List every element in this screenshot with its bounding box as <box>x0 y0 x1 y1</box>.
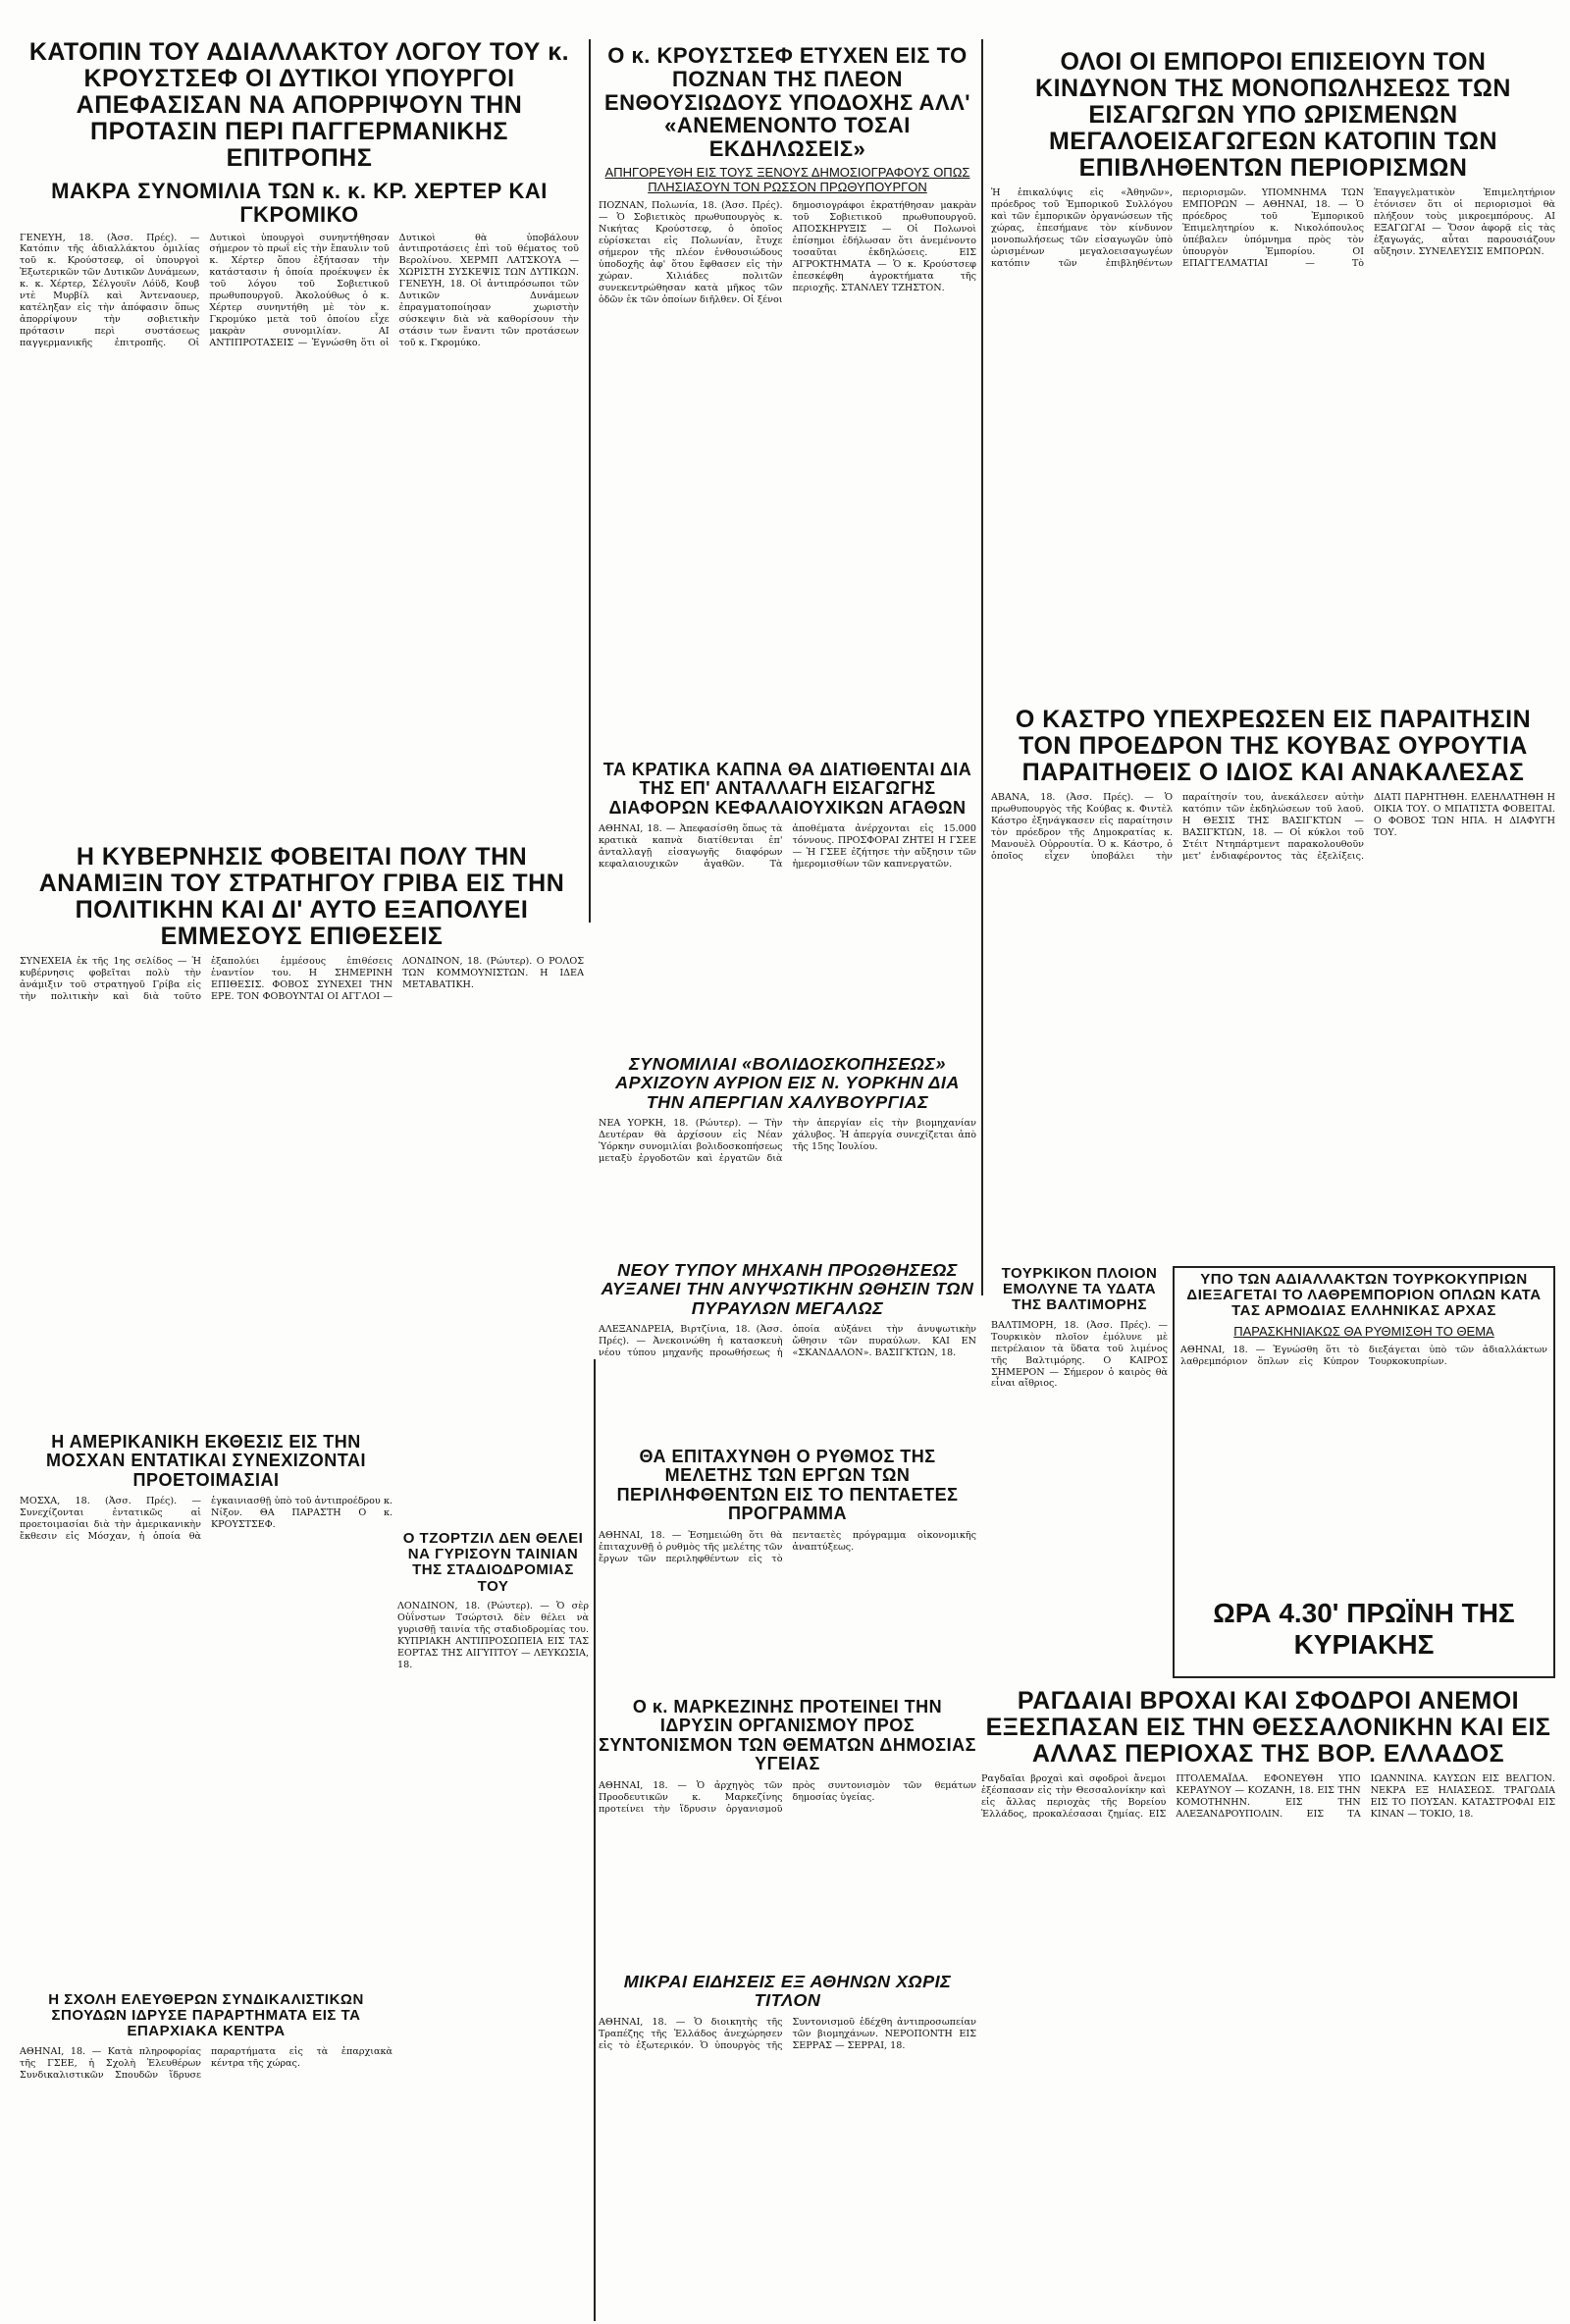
article-body: ΒΑΛΤΙΜΟΡΗ, 18. (Ἀσσ. Πρές). — Τουρκικὸν πλοῖον ἐμόλυνε μὲ πετρέλαιον τὰ ὕδατα τοῦ λιμένος τῆς Βαλτιμόρης. Ο ΚΑΙΡΟΣ ΣΗΜΕΡΟΝ — Σήμερον ὁ καιρὸς θὰ εἶναι αἴθριος. <box>991 1319 1168 1390</box>
article-castro-cuba <box>991 707 1555 1256</box>
article-western-ministers <box>20 39 579 834</box>
article-markezinis-health <box>599 1698 976 1963</box>
headline: ΜΙΚΡΑΙ ΕΙΔΗΣΕΙΣ ΕΞ ΑΘΗΝΩΝ ΧΩΡΙΣ ΤΙΤΛΟΝ <box>623 1973 952 2011</box>
article-rocket-engine <box>599 1261 976 1438</box>
article-cypriot-smuggling <box>1173 1266 1555 1678</box>
article-merchants-monopoly <box>991 49 1555 697</box>
edition-time: ΩΡΑ 4.30' ΠΡΩΪΝΗ ΤΗΣ ΚΥΡΙΑΚΗΣ <box>1213 1597 1515 1660</box>
article-grivas-politics <box>20 844 584 1423</box>
headline: ΟΛΟΙ ΟΙ ΕΜΠΟΡΟΙ ΕΠΙΣΕΙΟΥΝ ΤΟΝ ΚΙΝΔΥΝΟΝ ΤΗΣ ΜΟΝΟΠΩΛΗΣΕΩΣ ΤΩΝ ΕΙΣΑΓΩΓΩΝ ΥΠΟ ΩΡΙΣΜΕΝΩΝ ΜΕΓΑΛΟΕΙΣΑΓΩΓΕΩΝ ΚΑΤΟΠΙΝ ΤΩΝ ΕΠΙΒΛΗΘΕΝΤΩΝ ΠΕΡΙΟΡΙΣΜΩΝ <box>1035 49 1511 182</box>
headline: Ο ΤΖΟΡΤΖΙΛ ΔΕΝ ΘΕΛΕΙ ΝΑ ΓΥΡΙΣΟΥΝ ΤΑΙΝΙΑΝ ΤΗΣ ΣΤΑΔΙΟΔΡΟΜΙΑΣ ΤΟΥ <box>402 1531 584 1595</box>
article-athens-short-news <box>599 1973 976 2316</box>
headline: ΥΠΟ ΤΩΝ ΑΔΙΑΛΛΑΚΤΩΝ ΤΟΥΡΚΟΚΥΠΡΙΩΝ ΔΙΕΞΑΓΕΤΑΙ ΤΟ ΛΑΘΡΕΜΠΟΡΙΟΝ ΟΠΛΩΝ ΚΑΤΑ ΤΑΣ ΑΡΜΟΔΙΑΣ ΕΛΛΗΝΙΚΑΣ ΑΡΧΑΣ <box>1186 1271 1542 1320</box>
column-rule <box>981 39 983 1295</box>
headline: Η ΚΥΒΕΡΝΗΣΙΣ ΦΟΒΕΙΤΑΙ ΠΟΛΥ ΤΗΝ ΑΝΑΜΙΞΙΝ ΤΟΥ ΣΤΡΑΤΗΓΟΥ ΓΡΙΒΑ ΕΙΣ ΤΗΝ ΠΟΛΙΤΙΚΗΝ ΚΑΙ ΔΙ' ΑΥΤΟ ΕΞΑΠΟΛΥΕΙ ΕΜΜΕΣΟΥΣ ΕΠΙΘΕΣΕΙΣ <box>38 844 565 950</box>
article-body: ΝΕΑ ΥΟΡΚΗ, 18. (Ρώυτερ). — Τὴν Δευτέραν θὰ ἀρχίσουν εἰς Νέαν Ὑόρκην συνομιλίαι βολιδοσκοπήσεως μεταξὺ ἐργοδοτῶν καὶ ἐργατῶν διὰ τὴν ἀπεργίαν εἰς τὴν βιομηχανίαν χάλυβος. Ἡ ἀπεργία συνεχίζεται ἀπὸ τῆς 15ης Ἰουλίου. <box>599 1118 976 1165</box>
article-state-tobacco <box>599 761 976 1045</box>
article-body: ΣΥΝΕΧΕΙΑ ἐκ τῆς 1ης σελίδος — Ἡ κυβέρνησις φοβεῖται πολὺ τὴν ἀνάμιξιν τοῦ στρατηγοῦ Γρίβα εἰς τὴν πολιτικὴν καὶ διὰ τοῦτο ἐξαπολύει ἐμμέσους ἐπιθέσεις ἐναντίον του. Η ΣΗΜΕΡΙΝΗ ΕΠΙΘΕΣΙΣ. ΦΟΒΟΣ ΣΥΝΕΧΕΙ ΤΗΝ ΕΡΕ. ΤΟΝ ΦΟΒΟΥΝΤΑΙ ΟΙ ΑΓΓΛΟΙ — ΛΟΝΔΙΝΟΝ, 18. (Ρώυτερ). Ο ΡΟΛΟΣ ΤΩΝ ΚΟΜΜΟΥΝΙΣΤΩΝ. Η ΙΔΕΑ ΜΕΤΑΒΑΤΙΚΗ. <box>20 956 584 1002</box>
subheadline: ΠΑΡΑΣΚΗΝΙΑΚΩΣ ΘΑ ΡΥΘΜΙΣΘΗ ΤΟ ΘΕΜΑ <box>1233 1323 1494 1339</box>
headline: ΤΑ ΚΡΑΤΙΚΑ ΚΑΠΝΑ ΘΑ ΔΙΑΤΙΘΕΝΤΑΙ ΔΙΑ ΤΗΣ ΕΠ' ΑΝΤΑΛΛΑΓΗ ΕΙΣΑΓΩΓΗΣ ΔΙΑΦΟΡΩΝ ΚΕΦΑΛΑΙΟΥΧΙΚΩΝ ΑΓΑΘΩΝ <box>602 761 972 818</box>
headline: ΤΟΥΡΚΙΚΟΝ ΠΛΟΙΟΝ ΕΜΟΛΥΝΕ ΤΑ ΥΔΑΤΑ ΤΗΣ ΒΑΛΤΙΜΟΡΗΣ <box>1001 1266 1158 1314</box>
subheadline: ΜΑΚΡΑ ΣΥΝΟΜΙΛΙΑ ΤΩΝ κ. κ. ΚΡ. ΧΕΡΤΕΡ ΚΑΙ ΓΚΡΟΜΙΚΟ <box>51 179 548 227</box>
article-body: ΑΘΗΝΑΙ, 18. — Κατὰ πληροφορίας τῆς ΓΣΕΕ, ἡ Σχολὴ Ἐλευθέρων Συνδικαλιστικῶν Σπουδῶν ἵδρυσε παραρτήματα εἰς τὰ ἐπαρχιακὰ κέντρα τῆς χώρας. <box>20 2045 392 2081</box>
headline: Η ΣΧΟΛΗ ΕΛΕΥΘΕΡΩΝ ΣΥΝΔΙΚΑΛΙΣΤΙΚΩΝ ΣΠΟΥΔΩΝ ΙΔΡΥΣΕ ΠΑΡΑΡΤΗΜΑΤΑ ΕΙΣ ΤΑ ΕΠΑΡΧΙΑΚΑ ΚΕΝΤΡΑ <box>48 1992 364 2040</box>
column-rule <box>594 1359 596 2321</box>
article-body: Ἡ ἐπικαλύψις εἰς «Ἀθηνῶν», πρόεδρος τοῦ Ἐμπορικοῦ Συλλόγου καὶ τῶν ἐμπορικῶν ὀργανώσεων τῆς χώρας, ἐπεσήμανε τὸν κίνδυνον μονοπωλήσεως τῶν εἰσαγωγῶν ὑπὸ ὡρισμένων μεγαλοεισαγωγέων κατόπιν τῶν ἐπιβληθέντων περιορισμῶν. ΥΠΟΜΝΗΜΑ ΤΩΝ ΕΜΠΟΡΩΝ — ΑΘΗΝΑΙ, 18. — Ὁ πρόεδρος τοῦ Ἐμπορικοῦ Ἐπιμελητηρίου κ. Νικολόπουλος ὑπέβαλεν ὑπόμνημα πρὸς τὸν ὑπουργὸν Ἐμπορίου. ΟΙ ΕΠΑΓΓΕΛΜΑΤΙΑΙ — Τὸ Ἐπαγγελματικὸν Ἐπιμελητήριον ἐτόνισεν ὅτι οἱ περιορισμοὶ θὰ πλήξουν τοὺς μικροεμπόρους. ΑΙ ΕΞΑΓΩΓΑΙ — Ὅσον ἀφορᾷ εἰς τὰς ἐξαγωγάς, αὗται παρουσιάζουν αὔξησιν. ΣΥΝΕΛΕΥΣΙΣ ΕΜΠΟΡΩΝ. <box>991 187 1555 269</box>
subheadline: ΑΠΗΓΟΡΕΥΘΗ ΕΙΣ ΤΟΥΣ ΞΕΝΟΥΣ ΔΗΜΟΣΙΟΓΡΑΦΟΥΣ ΟΠΩΣ ΠΛΗΣΙΑΣΟΥΝ ΤΟΝ ΡΩΣΣΟΝ ΠΡΩΘΥΠΟΥΡΓΟΝ <box>604 164 970 194</box>
headline: Ο ΚΑΣΤΡΟ ΥΠΕΧΡΕΩΣΕΝ ΕΙΣ ΠΑΡΑΙΤΗΣΙΝ ΤΟΝ ΠΡΟΕΔΡΟΝ ΤΗΣ ΚΟΥΒΑΣ ΟΥΡΟΥΤΙΑ ΠΑΡΑΙΤΗΘΕΙΣ Ο ΙΔΙΟΣ ΚΑΙ ΑΝΑΚΑΛΕΣΑΣ <box>1015 707 1532 786</box>
article-body: Ραγδαῖαι βροχαὶ καὶ σφοδροὶ ἄνεμοι ἐξέσπασαν εἰς τὴν Θεσσαλονίκην καὶ εἰς ἄλλας περιοχὰς τῆς Βορείου Ἑλλάδος, προκαλέσασαι ζημίας. ΕΙΣ ΠΤΟΛΕΜΑΪΔΑ. ΕΦΟΝΕΥΘΗ ΥΠΟ ΚΕΡΑΥΝΟΥ — ΚΟΖΑΝΗ, 18. ΕΙΣ ΤΗΝ ΚΟΜΟΤΗΝΗΝ. ΕΙΣ ΤΗΝ ΑΛΕΞΑΝΔΡΟΥΠΟΛΙΝ. ΕΙΣ ΤΑ ΙΩΑΝΝΙΝΑ. ΚΑΥΣΩΝ ΕΙΣ ΒΕΛΓΙΟΝ. ΝΕΚΡΑ ΕΞ ΗΛΙΑΣΕΩΣ. ΤΡΑΓΩΔΙΑ ΕΙΣ ΤΟ ΠΟΥΣΑΝ. ΚΑΤΑΣΤΡΟΦΑΙ ΕΙΣ ΚΙΝΑΝ — ΤΟΚΙΟ, 18. <box>981 1773 1555 1820</box>
article-turkish-ship <box>991 1266 1168 1511</box>
article-body: ΑΛΕΞΑΝΔΡΕΙΑ, Βιρτζίνια, 18. (Ἀσσ. Πρές). — Ἀνεκοινώθη ἡ κατασκευὴ νέου τύπου μηχανῆς προωθήσεως ἡ ὁποία αὐξάνει τὴν ἀνυψωτικὴν ὤθησιν τῶν πυραύλων. ΚΑΙ ΕΝ «ΣΚΑΝΔΑΛΟΝ». ΒΑΣΙΓΚΤΩΝ, 18. <box>599 1324 976 1359</box>
headline: ΚΑΤΟΠΙΝ ΤΟΥ ΑΔΙΑΛΛΑΚΤΟΥ ΛΟΓΟΥ ΤΟΥ κ. ΚΡΟΥΣΤΣΕΦ ΟΙ ΔΥΤΙΚΟΙ ΥΠΟΥΡΓΟΙ ΑΠΕΦΑΣΙΣΑΝ ΝΑ ΑΠΟΡΡΙΨΟΥΝ ΤΗΝ ΠΡΟΤΑΣΙΝ ΠΕΡΙ ΠΑΓΓΕΡΜΑΝΙΚΗΣ ΕΠΙΤΡΟΠΗΣ <box>28 39 570 172</box>
headline: ΝΕΟΥ ΤΥΠΟΥ ΜΗΧΑΝΗ ΠΡΟΩΘΗΣΕΩΣ ΑΥΞΑΝΕΙ ΤΗΝ ΑΝΥΨΩΤΙΚΗΝ ΩΘΗΣΙΝ ΤΩΝ ΠΥΡΑΥΛΩΝ ΜΕΓΑΛΩΣ <box>601 1261 974 1318</box>
article-body: ΑΘΗΝΑΙ, 18. — Ἐγνώσθη ὅτι τὸ λαθρεμπόριον ὅπλων εἰς Κύπρον διεξάγεται ὑπὸ τῶν ἀδιαλλάκτων Τουρκοκυπρίων. <box>1180 1344 1547 1367</box>
article-body: ΑΘΗΝΑΙ, 18. — Ὁ ἀρχηγὸς τῶν Προοδευτικῶν κ. Μαρκεζίνης προτείνει τὴν ἵδρυσιν ὀργανισμοῦ πρὸς συντονισμὸν τῶν θεμάτων δημοσίας ὑγείας. <box>599 1779 976 1815</box>
column-rule <box>589 39 591 923</box>
article-body: ΑΘΗΝΑΙ, 18. — Ἐσημειώθη ὅτι θὰ ἐπιταχυνθῇ ὁ ρυθμὸς τῆς μελέτης τῶν ἔργων τῶν περιληφθέντων εἰς τὸ πενταετὲς πρόγραμμα οἰκονομικῆς ἀναπτύξεως. <box>599 1529 976 1564</box>
article-moscow-exhibition <box>20 1433 392 1982</box>
article-body: ΓΕΝΕΥΗ, 18. (Ἀσσ. Πρές). — Κατόπιν τῆς ἀδιαλλάκτου ὁμιλίας τοῦ κ. Κρούστσεφ, οἱ ὑπουργοὶ Ἐξωτερικῶν τῶν Δυτικῶν Δυνάμεων, κ. κ. Χέρτερ, Σέλγουϊν Λόϋδ, Κουβ ντὲ Μυρβίλ καὶ Ἀντεναουερ, κατέληξαν εἰς τὴν ἀπόφασιν ὅπως ἀπορρίψουν τὴν σοβιετικὴν πρότασιν περὶ συστάσεως παγγερμανικῆς ἐπιτροπῆς. Οἱ Δυτικοὶ ὑπουργοὶ συνηντήθησαν σήμερον τὸ πρωΐ εἰς τὴν ἔπαυλιν τοῦ κ. Χέρτερ ὅπου ἐξήτασαν τὴν κατάστασιν ἡ ὁποία προέκυψεν ἐκ τοῦ λόγου τοῦ Σοβιετικοῦ πρωθυπουργοῦ. Ἀκολούθως ὁ κ. Χέρτερ συνηντήθη μὲ τὸν κ. Γκρομύκο μετὰ τοῦ ὁποίου εἶχε μακρὰν συνομιλίαν. ΑΙ ΑΝΤΙΠΡΟΤΑΣΕΙΣ — Ἐγνώσθη ὅτι οἱ Δυτικοὶ θὰ ὑποβάλουν ἀντιπροτάσεις ἐπὶ τοῦ θέματος τοῦ Βερολίνου. ΧΕΡΜΠ ΛΑΤΣΚΟΥΑ — ΧΩΡΙΣΤΗ ΣΥΣΚΕΨΙΣ ΤΩΝ ΔΥΤΙΚΩΝ. ΓΕΝΕΥΗ, 18. Οἱ ἀντιπρόσωποι τῶν Δυτικῶν Δυνάμεων ἐπραγματοποίησαν χωριστὴν σύσκεψιν διὰ νὰ καθορίσουν τὴν στάσιν των ἔναντι τῶν προτάσεων τοῦ κ. Γκρομύκο. <box>20 232 579 349</box>
article-body: ΠΟΖΝΑΝ, Πολωνία, 18. (Ἀσσ. Πρές). — Ὁ Σοβιετικὸς πρωθυπουργὸς κ. Νικήτας Κρούστσεφ, ὁ ὁποῖος εὑρίσκεται εἰς Πολωνίαν, ἔτυχε σήμερον τῆς πλέον ἐνθουσιώδους ὑποδοχῆς ἀφ' ὅτου ἔφθασεν εἰς τὴν χώραν. Χιλιάδες πολιτῶν συνεκεντρώθησαν κατὰ μῆκος τῶν ὁδῶν ἐκ τῶν ὁποίων διῆλθεν. Οἱ ξένοι δημοσιογράφοι ἐκρατήθησαν μακρὰν τοῦ Σοβιετικοῦ πρωθυπουργοῦ. ΑΠΟΣΚΗΡΥΞΙΣ — Οἱ Πολωνοὶ ἐπίσημοι ἐδήλωσαν ὅτι ἀνεμένοντο τοσαῦται ἐκδηλώσεις. ΕΙΣ ΑΓΡΟΚΤΗΜΑΤΑ — Ὁ κ. Κρούστσεφ ἐπεσκέφθη ἀγροκτήματα τῆς περιοχῆς. ΣΤΑΝΛΕΥ ΤΖΗΣΤΟΝ. <box>599 199 976 305</box>
headline: ΣΥΝΟΜΙΛΙΑΙ «ΒΟΛΙΔΟΣΚΟΠΗΣΕΩΣ» ΑΡΧΙΖΟΥΝ ΑΥΡΙΟΝ ΕΙΣ Ν. ΥΟΡΚΗΝ ΔΙΑ ΤΗΝ ΑΠΕΡΓΙΑΝ ΧΑΛΥΒΟΥΡΓΙΑΣ <box>615 1055 960 1112</box>
article-body: ΑΘΗΝΑΙ, 18. — Ὁ διοικητὴς τῆς Τραπέζης τῆς Ἑλλάδος ἀνεχώρησεν εἰς τὸ ἐξωτερικόν. Ὁ ὑπουργὸς τῆς Συντονισμοῦ ἐδέχθη ἀντιπροσωπείαν τῶν βιομηχάνων. ΝΕΡΟΠΟΝΤΗ ΕΙΣ ΣΕΡΡΑΣ — ΣΕΡΡΑΙ, 18. <box>599 2016 976 2051</box>
headline: Ο κ. ΜΑΡΚΕΖΙΝΗΣ ΠΡΟΤΕΙΝΕΙ ΤΗΝ ΙΔΡΥΣΙΝ ΟΡΓΑΝΙΣΜΟΥ ΠΡΟΣ ΣΥΝΤΟΝΙΣΜΟΝ ΤΩΝ ΘΕΜΑΤΩΝ ΔΗΜΟΣΙΑΣ ΥΓΕΙΑΣ <box>599 1698 976 1774</box>
article-khrushchev-poznan <box>599 44 976 751</box>
article-union-school <box>20 1992 392 2316</box>
article-body: ΛΟΝΔΙΝΟΝ, 18. (Ρώυτερ). — Ὁ σὲρ Οὐΐνστων Τσώρτσιλ δὲν θέλει νὰ γυρισθῇ ταινία τῆς σταδιοδρομίας του. ΚΥΠΡΙΑΚΗ ΑΝΤΙΠΡΟΣΩΠΕΙΑ ΕΙΣ ΤΑΣ ΕΟΡΤΑΣ ΤΗΣ ΑΙΓΥΠΤΟΥ — ΛΕΥΚΩΣΙΑ, 18. <box>397 1600 589 1670</box>
article-body: ΑΘΗΝΑΙ, 18. — Ἀπεφασίσθη ὅπως τὰ κρατικὰ καπνὰ διατίθενται ἐπ' ἀνταλλαγῇ εἰσαγωγῆς διαφόρων κεφαλαιουχικῶν ἀγαθῶν. Τὰ ἀποθέματα ἀνέρχονται εἰς 15.000 τόννους. ΠΡΟΣΦΟΡΑΙ ΖΗΤΕΙ Η ΓΣΕΕ — Ἡ ΓΣΕΕ ἐζήτησε τὴν αὔξησιν τῶν ἡμερομισθίων τῶν καπνεργατῶν. <box>599 823 976 871</box>
headline: Ο κ. ΚΡΟΥΣΤΣΕΦ ΕΤΥΧΕΝ ΕΙΣ ΤΟ ΠΟΖΝΑΝ ΤΗΣ ΠΛΕΟΝ ΕΝΘΟΥΣΙΩΔΟΥΣ ΥΠΟΔΟΧΗΣ ΑΛΛ' «ΑΝΕΜΕΝΟΝΤΟ ΤΟΣΑΙ ΕΚΔΗΛΩΣΕΙΣ» <box>603 44 971 161</box>
article-storms-thessaloniki <box>981 1688 1555 2316</box>
article-body: ΜΟΣΧΑ, 18. (Ἀσσ. Πρές). — Συνεχίζονται ἐντατικῶς αἱ προετοιμασίαι διὰ τὴν ἀμερικανικὴν ἔκθεσιν εἰς Μόσχαν, ἡ ὁποία θὰ ἐγκαινιασθῇ ὑπὸ τοῦ ἀντιπροέδρου κ. Νίξον. ΘΑ ΠΑΡΑΣΤΗ Ο κ. ΚΡΟΥΣΤΣΕΦ. <box>20 1496 392 1543</box>
article-churchill-film <box>397 1531 589 2081</box>
article-five-year-program <box>599 1448 976 1688</box>
article-body: ΑΒΑΝΑ, 18. (Ἀσσ. Πρές). — Ὁ πρωθυπουργὸς τῆς Κούβας κ. Φιντὲλ Κάστρο ἐξηνάγκασεν εἰς παραίτησιν τὸν πρόεδρον τῆς Δημοκρατίας κ. Μανουὲλ Οὐρρουτία. Ὁ κ. Κάστρο, ὁ ὁποῖος εἶχεν ὑποβάλει τὴν παραίτησίν του, ἀνεκάλεσεν αὐτὴν κατόπιν τῶν ἐκδηλώσεων τοῦ λαοῦ. Η ΘΕΣΙΣ ΤΗΣ ΒΑΣΙΓΚΤΩΝ — ΒΑΣΙΓΚΤΩΝ, 18. — Οἱ κύκλοι τοῦ Στέιτ Ντηπάρτμεντ παρακολουθοῦν μετ' ἐνδιαφέροντος τὰς ἐξελίξεις. ΔΙΑΤΙ ΠΑΡΗΤΗΘΗ. ΕΛΕΗΛΑΤΗΘΗ Η ΟΙΚΙΑ ΤΟΥ. Ο ΜΠΑΤΙΣΤΑ ΦΟΒΕΙΤΑΙ. Ο ΦΟΒΟΣ ΤΩΝ ΗΠΑ. Η ΔΙΑΦΥΓΗ ΤΟΥ. <box>991 792 1555 862</box>
headline: ΘΑ ΕΠΙΤΑΧΥΝΘΗ Ο ΡΥΘΜΟΣ ΤΗΣ ΜΕΛΕΤΗΣ ΤΩΝ ΕΡΓΩΝ ΤΩΝ ΠΕΡΙΛΗΦΘΕΝΤΩΝ ΕΙΣ ΤΟ ΠΕΝΤΑΕΤΕΣ ΠΡΟΓΡΑΜΜΑ <box>616 1448 959 1524</box>
article-steel-strike <box>599 1055 976 1251</box>
headline: Η ΑΜΕΡΙΚΑΝΙΚΗ ΕΚΘΕΣΙΣ ΕΙΣ ΤΗΝ ΜΟΣΧΑΝ ΕΝΤΑΤΙΚΑΙ ΣΥΝΕΧΙΖΟΝΤΑΙ ΠΡΟΕΤΟΙΜΑΣΙΑΙ <box>46 1433 366 1490</box>
headline: ΡΑΓΔΑΙΑΙ ΒΡΟΧΑΙ ΚΑΙ ΣΦΟΔΡΟΙ ΑΝΕΜΟΙ ΕΞΕΣΠΑΣΑΝ ΕΙΣ ΤΗΝ ΘΕΣΣΑΛΟΝΙΚΗΝ ΚΑΙ ΕΙΣ ΑΛΛΑΣ ΠΕΡΙΟΧΑΣ ΤΗΣ ΒΟΡ. ΕΛΛΑΔΟΣ <box>985 1688 1551 1768</box>
